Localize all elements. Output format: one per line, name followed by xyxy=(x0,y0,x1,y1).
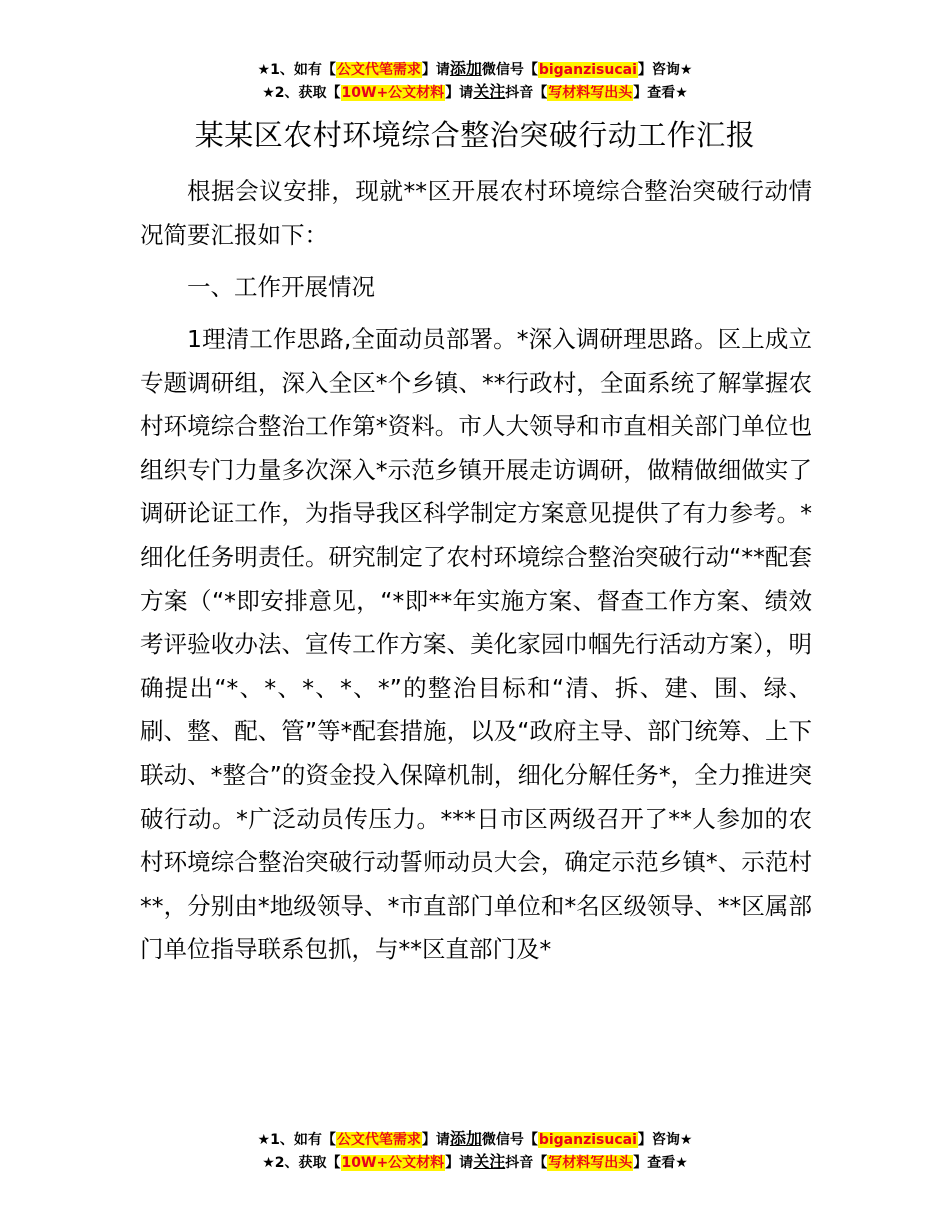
section-heading-text: 一、工作开展情况 xyxy=(187,273,375,301)
promo-highlight: 10W+公文材料 xyxy=(341,85,445,101)
promo-highlight: 写材料写出头 xyxy=(548,85,633,101)
promo-banner-top xyxy=(0,58,950,104)
promo-text: 】请 xyxy=(445,85,474,101)
promo-line-1 xyxy=(0,1128,950,1151)
promo-text: ★1、如有【 xyxy=(257,62,336,78)
intro-paragraph xyxy=(140,170,812,257)
main-paragraph xyxy=(140,318,812,972)
promo-highlight: 10W+公文材料 xyxy=(341,1155,445,1171)
promo-text: 】请 xyxy=(421,62,450,78)
promo-line-2 xyxy=(0,81,950,104)
promo-text: ★2、获取【 xyxy=(262,85,341,101)
promo-highlight: biganzisucai xyxy=(538,62,637,78)
promo-text: 】咨询★ xyxy=(637,62,693,78)
promo-text: 微信号【 xyxy=(481,1132,538,1148)
promo-highlight: 公文代笔需求 xyxy=(336,62,421,78)
promo-emphasis: 添加 xyxy=(449,1129,482,1148)
promo-text: 抖音【 xyxy=(505,1155,548,1171)
promo-text: 】咨询★ xyxy=(637,1132,693,1148)
promo-banner-bottom xyxy=(0,1128,950,1174)
promo-text: ★2、获取【 xyxy=(262,1155,341,1171)
promo-text: 】查看★ xyxy=(633,85,688,101)
promo-emphasis: 关注 xyxy=(473,82,506,101)
promo-text: 微信号【 xyxy=(481,62,538,78)
promo-highlight: biganzisucai xyxy=(538,1132,637,1148)
promo-text: 】请 xyxy=(445,1155,474,1171)
promo-text: 抖音【 xyxy=(505,85,548,101)
section-heading xyxy=(140,266,812,310)
promo-text: ★1、如有【 xyxy=(257,1132,336,1148)
promo-highlight: 公文代笔需求 xyxy=(336,1132,421,1148)
intro-text: 根据会议安排，现就**区开展农村环境综合整治突破行动情况简要汇报如下： xyxy=(140,177,812,249)
promo-text: 】请 xyxy=(421,1132,450,1148)
promo-highlight: 写材料写出头 xyxy=(548,1155,633,1171)
promo-text: 】查看★ xyxy=(633,1155,688,1171)
promo-line-2 xyxy=(0,1151,950,1174)
document-title: 某某区农村环境综合整治突破行动工作汇报 xyxy=(194,118,756,152)
promo-emphasis: 添加 xyxy=(449,59,482,78)
promo-emphasis: 关注 xyxy=(473,1152,506,1171)
main-paragraph-text: 1理清工作思路,全面动员部署。*深入调研理思路。区上成立专题调研组，深入全区*个乡镇、**行政村，全面系统了解掌握农村环境综合整治工作第*资料。市人大领导和市直相关部门单位也组织专门力量多次深入*示范乡镇开展走访调研，做精做细做实了调研论证工作，为指导我区科学制定方案意见提供了有力参考。*细化任务明责任。研究制定了农村环境综合整治突破行动“**配套方案（“*即安排意见，“*即**年实施方案、督查工作方案、绩效考评验收办法、宣传工作方案、美化家园巾帼先行活动方案），明确提出“*、*、*、*、*”的整治目标和“清、拆、建、围、绿、刷、整、配、管”等*配套措施，以及“政府主导、部门统筹、上下联动、*整合”的资金投入保障机制，细化分解任务*，全力推进突破行动。*广泛动员传压力。***日市区两级召开了**人参加的农村环境综合整治突破行动誓师动员大会，确定示范乡镇*、示范村**，分别由*地级领导、*市直部门单位和*名区级领导、**区属部门单位指导联系包抓，与**区直部门及* xyxy=(140,325,812,964)
promo-line-1 xyxy=(0,58,950,81)
